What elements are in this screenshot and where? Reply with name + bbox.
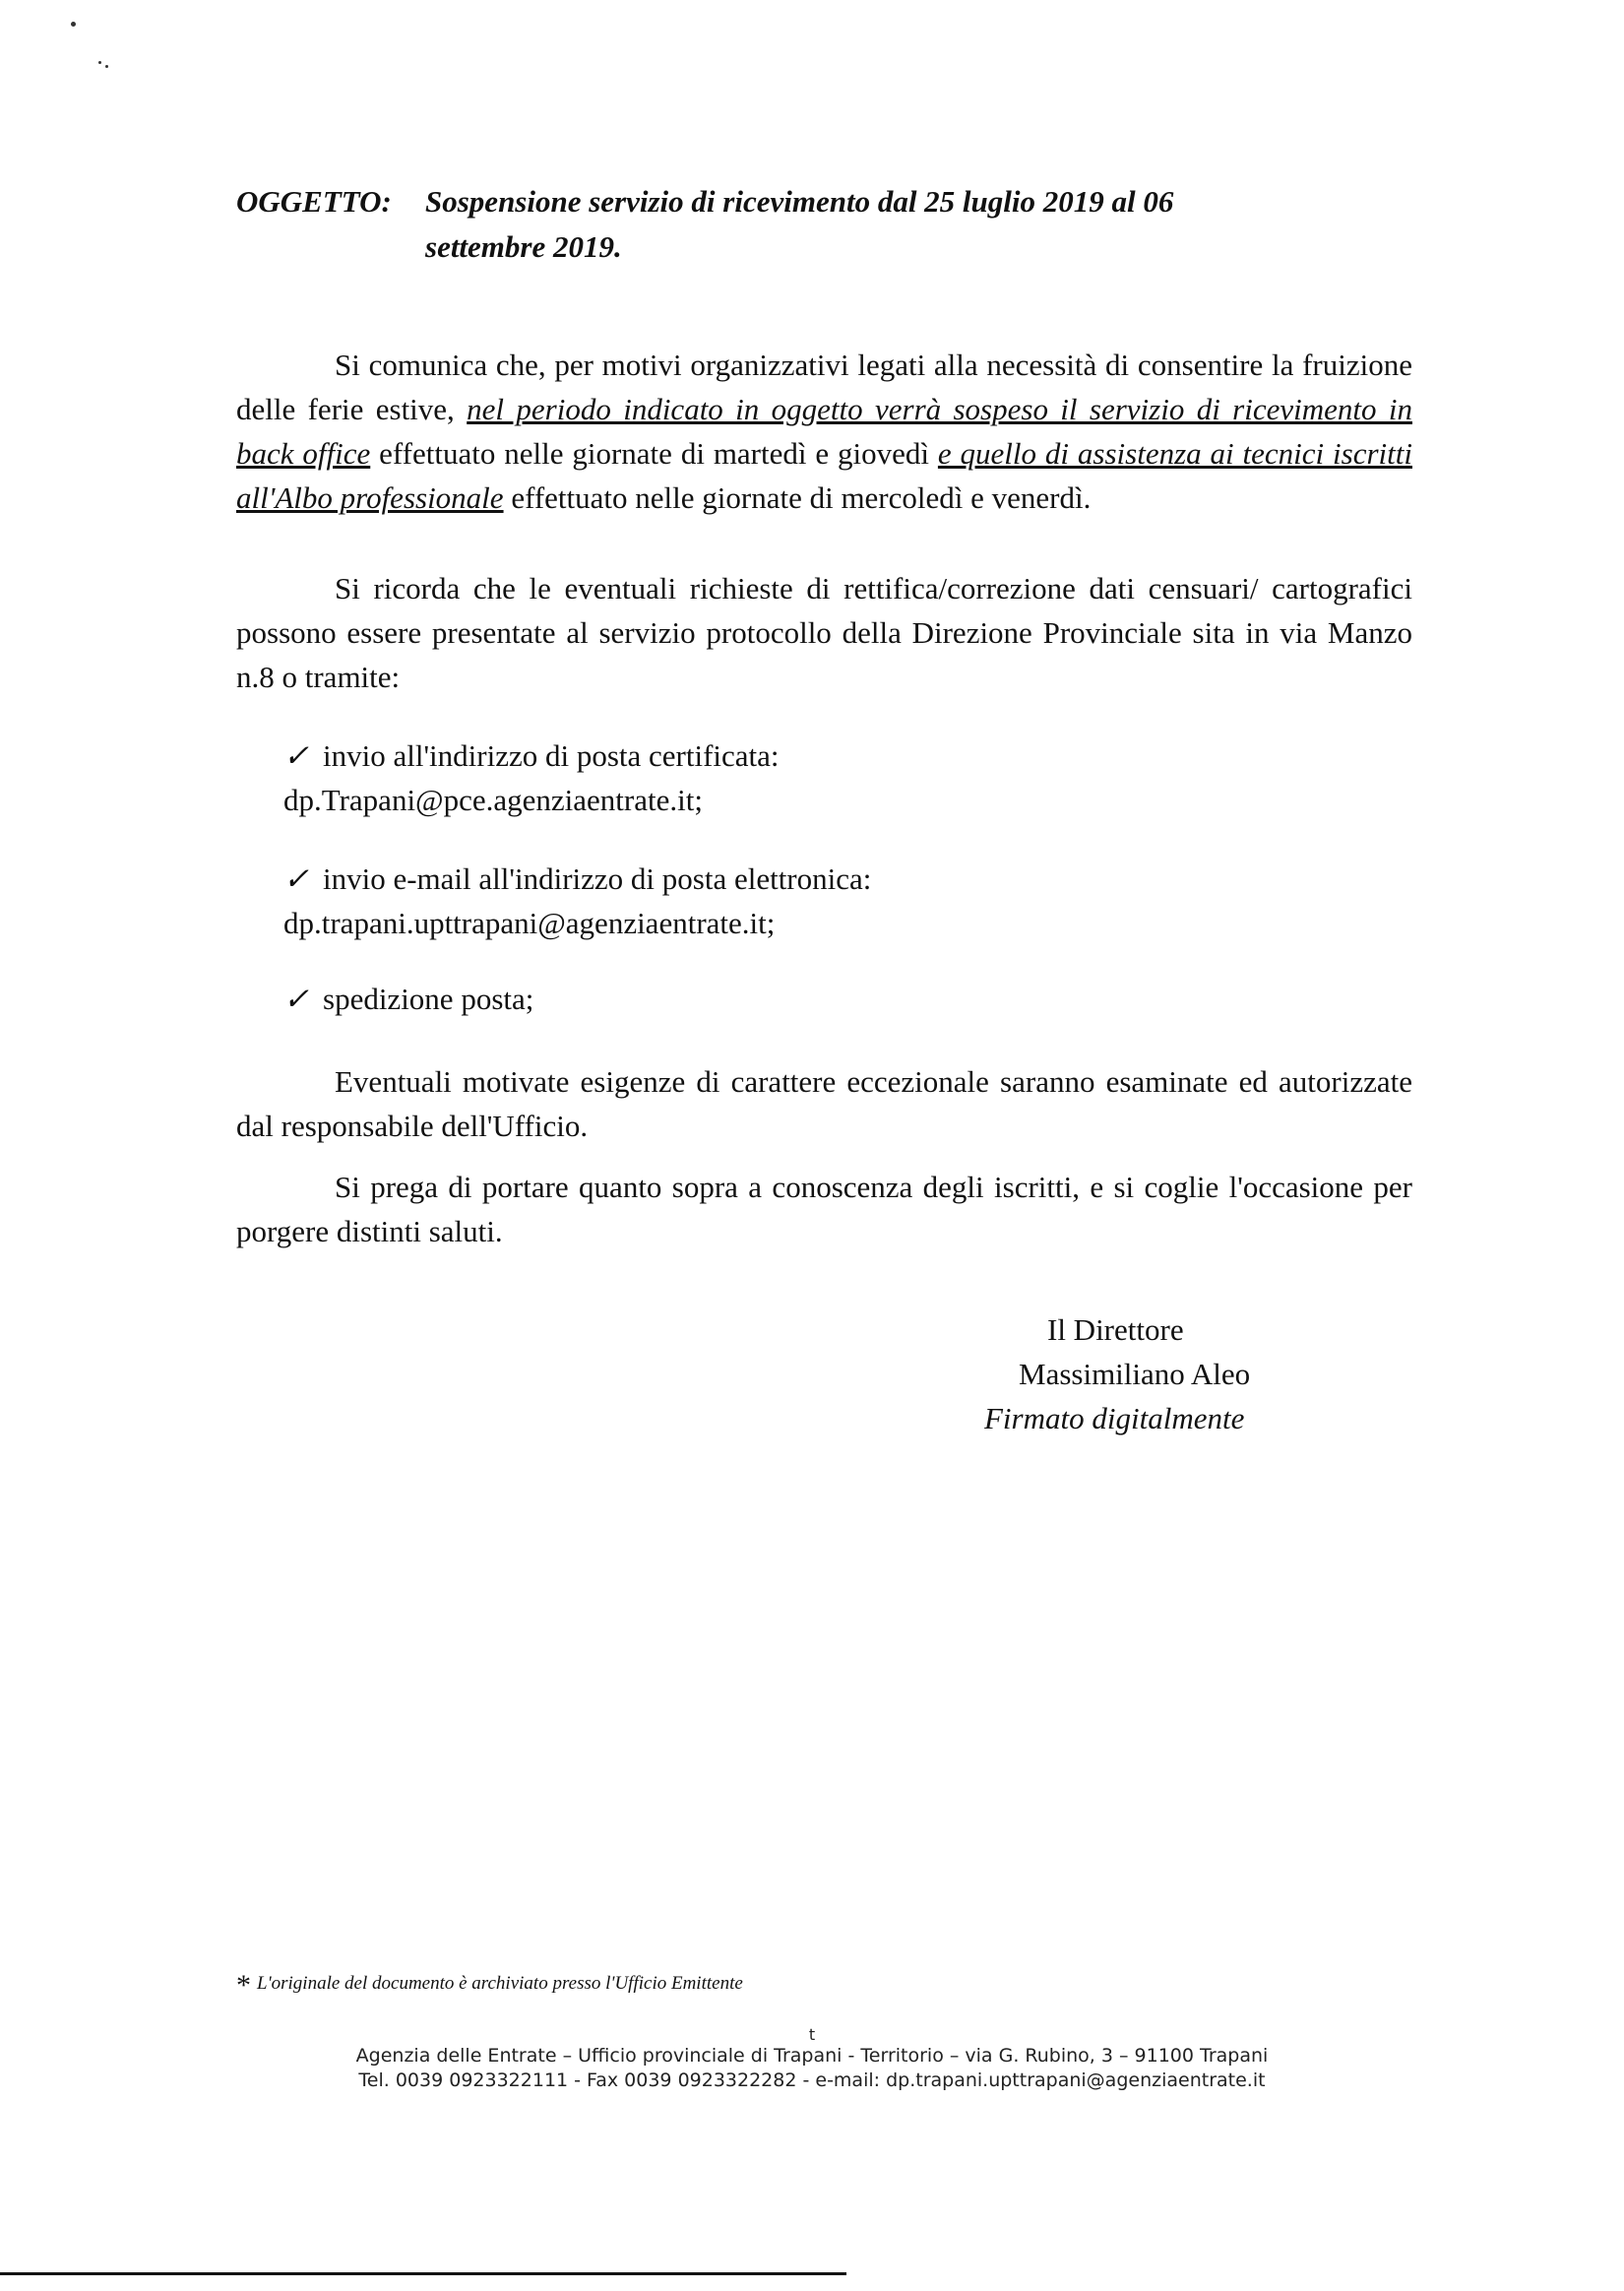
paragraph-1-underlined-a: nel periodo indicato in oggetto verrà sospeso il servizio di ricevimento in back office [236,392,1412,471]
footer-contacts: Tel. 0039 0923322111 - Fax 0039 0923322282 - e-mail: dp.trapani.upttrapani@agenziaentrate.it [358,2069,1266,2091]
paragraph-requests [236,566,1412,699]
paragraph-3-text: Eventuali motivate esigenze di carattere eccezionale saranno esaminate ed autorizzate dal responsabile dell'Ufficio. [236,1064,1412,1143]
archive-note-text: L'originale del documento è archiviato presso l'Ufficio Emittente [257,1973,743,1994]
bottom-rule [0,2272,846,2275]
paragraph-1-text-b: effettuato nelle giornate di martedì e giovedì [370,436,938,471]
checkmark-icon: ✓ [283,982,309,1016]
paragraph-closing [236,1165,1412,1253]
check-item-pec [283,733,1366,822]
office-footer [0,2026,1624,2093]
paragraph-exceptions [236,1059,1412,1148]
subject-line-1: Sospensione servizio di ricevimento dal 25 luglio 2019 al 06 [425,184,1174,219]
subject-line-2: settembre 2019. [425,229,622,264]
signature-digital-note: Firmato digitalmente [984,1401,1245,1435]
paragraph-suspension [236,343,1412,520]
paragraph-2-text: Si ricorda che le eventuali richieste di rettifica/correzione dati censuari/ cartografici possono essere presentate al servizio protocollo della Direzione Provinciale sita in via Manzo n.8 o tramite: [236,571,1412,694]
footer-mark: t [808,2025,816,2044]
email-address: dp.trapani.upttrapani@agenziaentrate.it; [283,906,776,940]
scan-speck [71,22,76,27]
footer-address: Agenzia delle Entrate – Ufficio provinciale di Trapani - Territorio – via G. Rubino, 3 – 91100 Trapani [355,2045,1269,2067]
pec-address: dp.Trapani@pce.agenziaentrate.it; [283,783,703,817]
check-item-email [283,857,1366,945]
signature-block [984,1307,1339,1440]
check-item-mail [283,977,1366,1021]
checkmark-icon: ✓ [283,738,309,773]
scan-speck [98,61,101,64]
paragraph-1-text-c: effettuato nelle giornate di mercoledì e venerdì. [503,480,1092,515]
paragraph-1-underlined-b: e quello di assistenza ai tecnici iscritti all'Albo professionale [236,436,1412,515]
signature-name: Massimiliano Aleo [1019,1357,1251,1391]
subject-block [236,179,1417,270]
check-item-1-line-1: invio all'indirizzo di posta certificata: [323,738,780,773]
scan-speck [105,65,108,68]
asterisk-icon: * [236,1969,251,2002]
archive-note [236,1969,1122,2003]
signature-title: Il Direttore [1047,1312,1184,1347]
paragraph-1-text-a: Si comunica che, per motivi organizzativi legati alla necessità di consentire la fruizione delle ferie estive, [236,348,1412,426]
checkmark-icon: ✓ [283,861,309,896]
subject-label: OGGETTO: [236,184,392,219]
paragraph-4-text: Si prega di portare quanto sopra a conoscenza degli iscritti, e si coglie l'occasione per porgere distinti saluti. [236,1170,1412,1248]
check-item-3-line-1: spedizione posta; [323,982,534,1016]
check-item-2-line-1: invio e-mail all'indirizzo di posta elettronica: [323,861,872,896]
